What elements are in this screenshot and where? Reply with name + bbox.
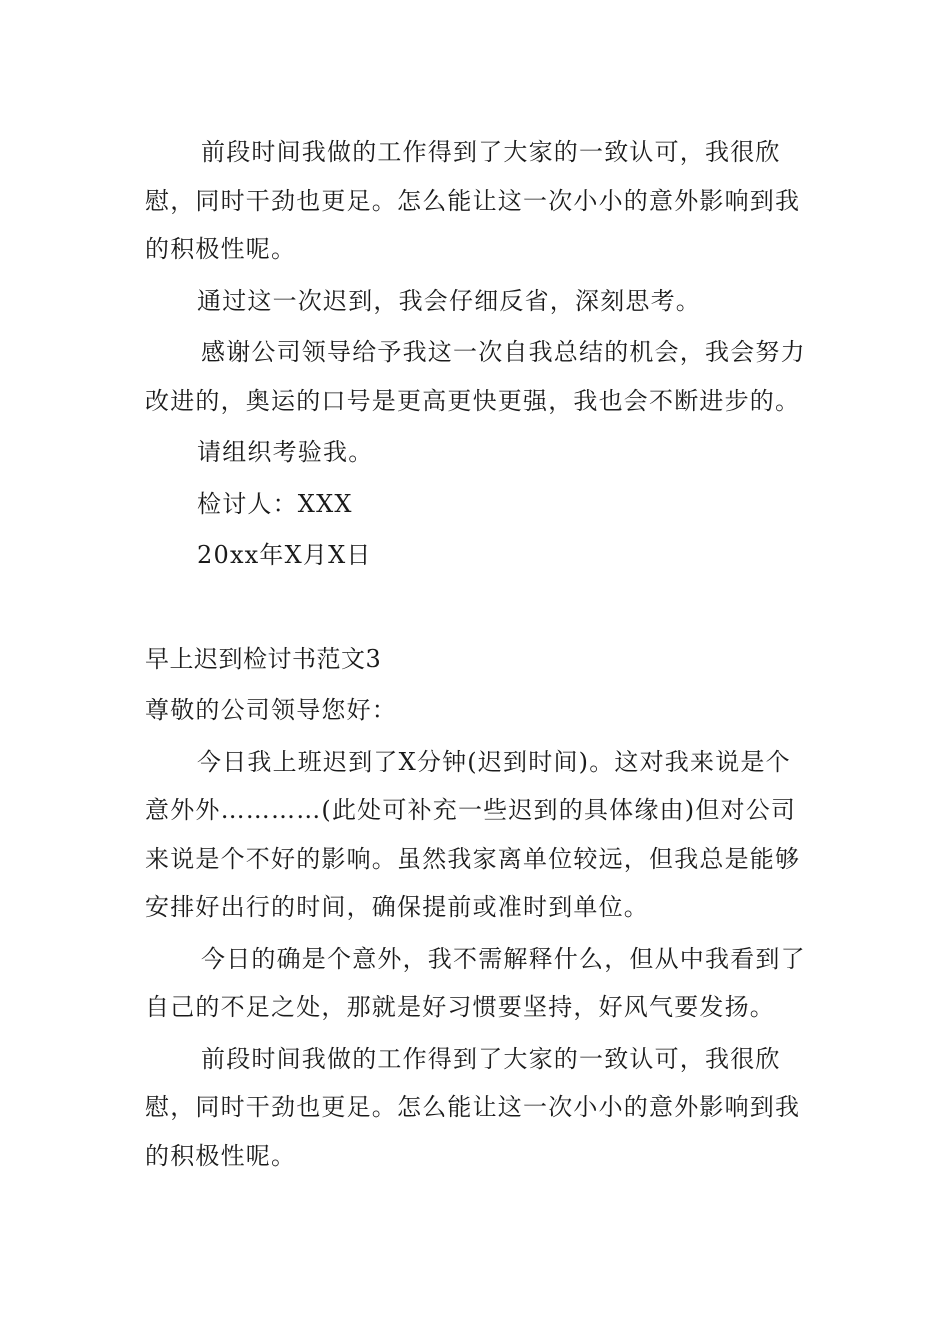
signature-line: 检讨人：XXX	[197, 489, 353, 518]
paragraph-recognition: 前段时间我做的工作得到了大家的一致认可，我很欣慰，同时干劲也更足。怎么能让这一次小小的意外影响到我的积极性呢。	[145, 138, 801, 263]
paragraph-reflection: 通过这一次迟到，我会仔细反省，深刻思考。	[197, 286, 701, 315]
paragraph-late-explanation: 今日我上班迟到了X分钟(迟到时间)。这对我来说是个意外外…………(此处可补充一些迟到的具体缘由)但对公司来说是个不好的影响。虽然我家离单位较远，但我总是能够安排好出行的时间，确保提前或准时到单位。	[145, 747, 801, 921]
salutation: 尊敬的公司领导您好：	[145, 696, 397, 724]
paragraph-thanks: 感谢公司领导给予我这一次自我总结的机会，我会努力改进的，奥运的口号是更高更快更强，我也会不断进步的。	[145, 338, 806, 415]
section-title: 早上迟到检讨书范文3	[145, 644, 382, 673]
paragraph-accident: 今日的确是个意外，我不需解释什么，但从中我看到了自己的不足之处，那就是好习惯要坚持，好风气要发扬。	[145, 944, 806, 1021]
document-page	[145, 128, 815, 1183]
paragraph-recognition-repeat: 前段时间我做的工作得到了大家的一致认可，我很欣慰，同时干劲也更足。怎么能让这一次小小的意外影响到我的积极性呢。	[145, 1044, 801, 1170]
date-line: 20xx年X月X日	[197, 541, 372, 569]
paragraph-request: 请组织考验我。	[197, 438, 374, 466]
section-spacer	[145, 583, 815, 635]
